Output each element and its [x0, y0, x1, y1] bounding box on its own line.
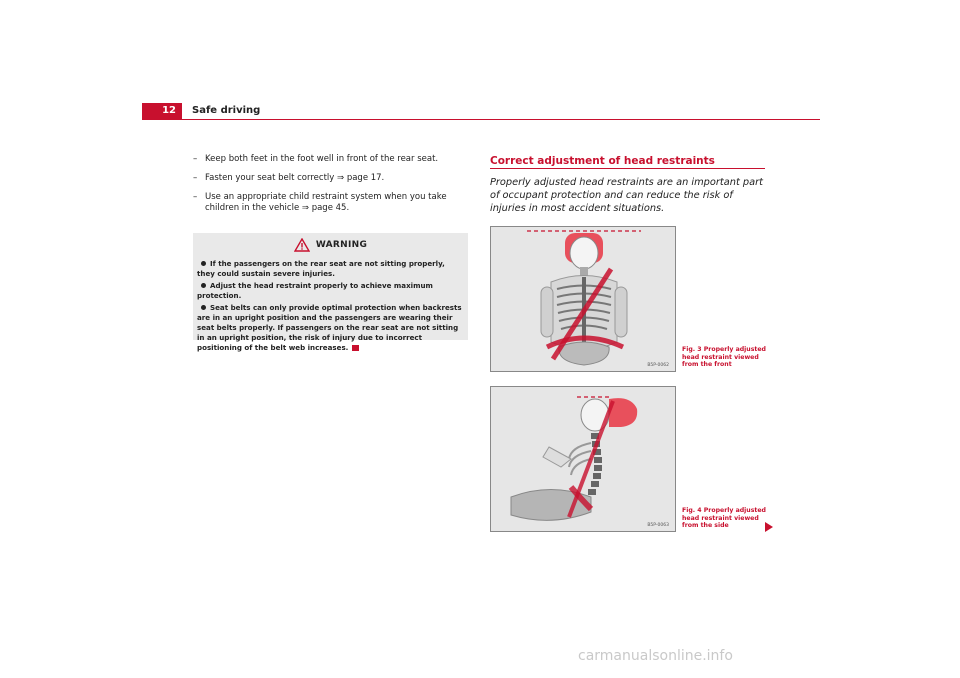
list-item: – Keep both feet in the foot well in front of the rear seat.: [193, 154, 439, 164]
warning-title: WARNING: [315, 240, 368, 250]
warning-item: Seat belts can only provide optimal protection when backrests are in an upright position and the passengers are wearing their seat belts properly. If passengers on the rear seat are not sitting in an upright position, the risk of injury due to incorrect positioning of the belt web increases.: [197, 303, 462, 352]
list-item: – Fasten your seat belt correctly ⇒ page 17.: [193, 173, 385, 183]
page-number: 12: [142, 103, 182, 119]
side-skeleton-illustration: [491, 387, 676, 532]
section-end-icon: [352, 345, 359, 351]
warning-item: Adjust the head restraint properly to achieve maximum protection.: [197, 281, 433, 300]
warning-item: If the passengers on the rear seat are not sitting properly, they could sustain severe injuries.: [197, 259, 445, 278]
figure-caption: Fig. 3 Properly adjusted head restraint viewed from the front: [682, 346, 766, 368]
heading: Correct adjustment of head restraints: [490, 155, 765, 169]
front-skeleton-illustration: [491, 227, 676, 372]
next-page-arrow-icon[interactable]: [765, 522, 773, 532]
figure-side-view: [490, 386, 676, 532]
bullet-list: [193, 154, 468, 222]
warning-triangle-icon: [294, 238, 310, 252]
list-item: – Use an appropriate child restraint system when you take children in the vehicle ⇒ page 45.: [193, 192, 447, 213]
figure-code: B5P-0063: [647, 523, 669, 528]
watermark: carmanualsonline.info: [578, 648, 733, 664]
page-header: [142, 103, 820, 120]
warning-box: [193, 233, 468, 352]
section-title: Safe driving: [192, 105, 261, 116]
figure-caption: Fig. 4 Properly adjusted head restraint viewed from the side: [682, 507, 766, 529]
intro-text: Properly adjusted head restraints are an important part of occupant protection and can reduce the risk of injuries in most accident situations.: [490, 177, 763, 214]
figure-code: B5P-0062: [647, 363, 669, 368]
figure-front-view: [490, 226, 676, 372]
